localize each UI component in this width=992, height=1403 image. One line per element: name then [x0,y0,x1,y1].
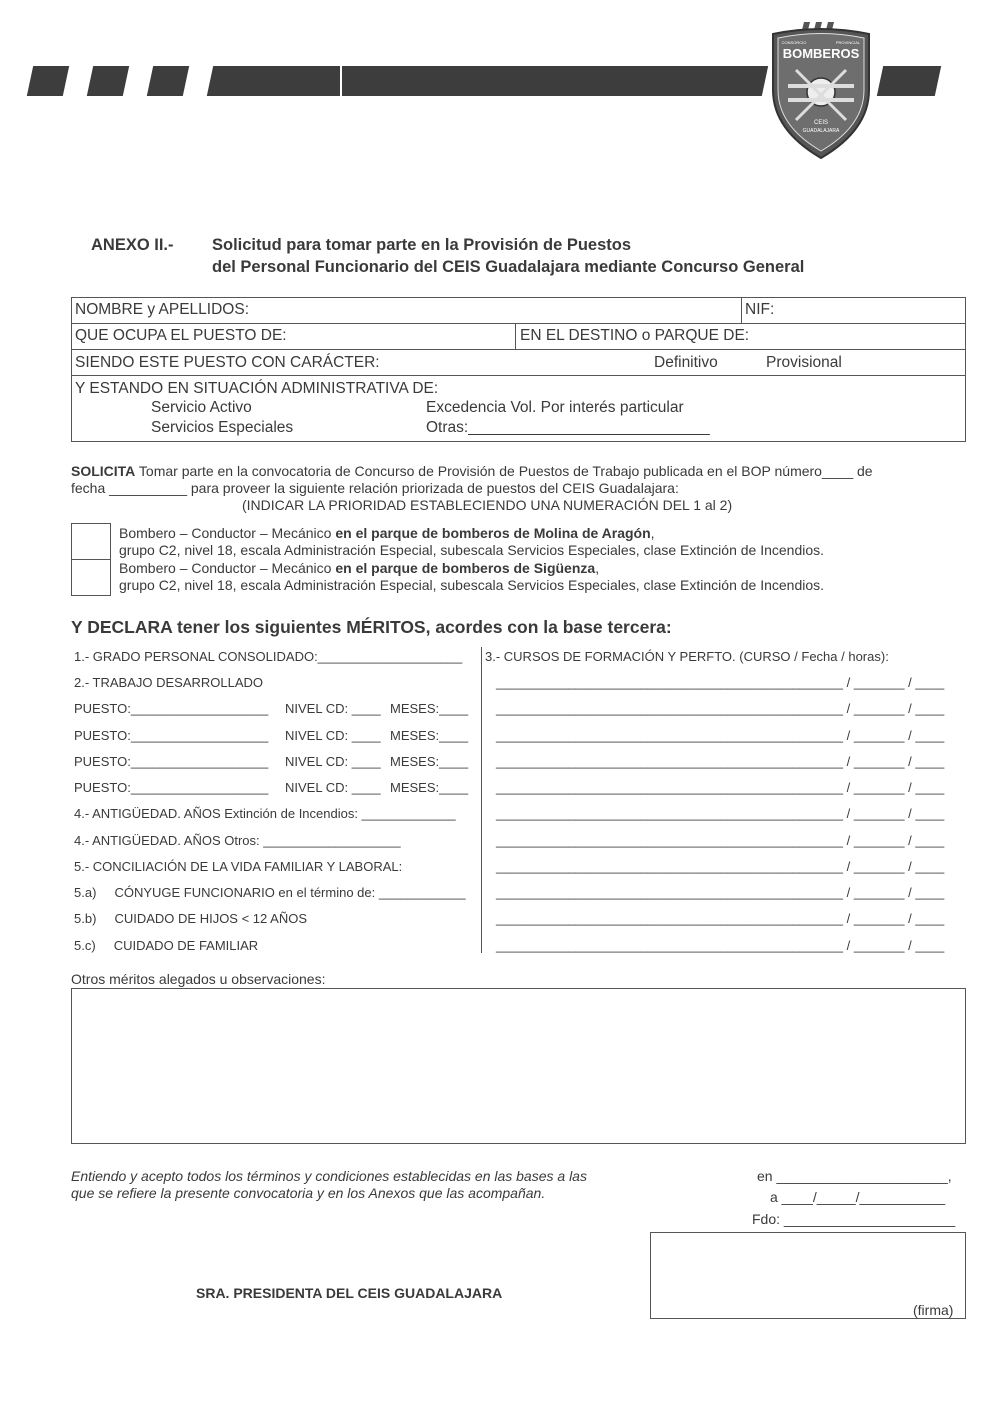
otros-label: Otros méritos alegados u observaciones: [71,971,326,987]
servicios-especiales-option[interactable]: Servicios Especiales [151,419,294,436]
option-place: en el parque de bomberos de Molina de Aragón [335,525,651,541]
curso-line[interactable]: ________________________________________________ / _______ / ____ [496,833,945,848]
nivel-input[interactable]: NIVEL CD: ____ [285,780,381,795]
acepto-line-2: que se refiere la presente convocatoria y en los Anexos que las acompañan. [71,1185,546,1201]
curso-line[interactable]: ________________________________________________ / _______ / ____ [496,806,945,821]
fecha-field[interactable]: a ____/_____/___________ [770,1189,946,1205]
puesto-row-2[interactable] [74,728,469,743]
meses-input[interactable]: MESES:____ [390,780,469,795]
option-molina-detail: grupo C2, nivel 18, escala Administración Especial, subescala Servicios Especiales, clase Extinción de Incendios. [119,542,825,558]
meritos-divider [481,647,482,953]
title-line-2: del Personal Funcionario del CEIS Guadalajara mediante Concurso General [212,258,805,276]
nivel-input[interactable]: NIVEL CD: ____ [285,754,381,769]
meses-input[interactable]: MESES:____ [390,728,469,743]
option-place: en el parque de bomberos de Sigüenza [335,560,596,576]
caracter-label: SIENDO ESTE PUESTO CON CARÁCTER: [75,354,380,371]
nivel-input[interactable]: NIVEL CD: ____ [285,701,381,716]
logo-top-text: BOMBEROS [782,46,860,61]
firma-label: (firma) [913,1302,954,1318]
puesto-input[interactable]: PUESTO:___________________ [74,754,269,769]
logo-small-right: PROVINCIAL [835,40,861,45]
logo-bottom-1: CEIS [813,120,829,126]
option-siguenza [119,560,599,576]
situacion-label: Y ESTANDO EN SITUACIÓN ADMINISTRATIVA DE: [75,380,439,397]
meses-input[interactable]: MESES:____ [390,701,469,716]
curso-line[interactable]: ________________________________________________ / _______ / ____ [496,885,945,900]
lugar-field[interactable]: en ______________________, [757,1168,952,1184]
provisional-option[interactable]: Provisional [766,354,842,371]
cuidado-hijos-field[interactable]: 5.b) CUIDADO DE HIJOS < 12 AÑOS [74,911,307,926]
curso-line[interactable]: ________________________________________________ / _______ / ____ [496,754,945,769]
logo-bottom-2: GUADALAJARA [802,128,840,134]
antiguedad-extincion-field[interactable]: 4.- ANTIGÜEDAD. AÑOS Extinción de Incendios: _____________ [74,806,456,821]
definitivo-option[interactable]: Definitivo [654,354,718,371]
curso-line[interactable]: ________________________________________________ / _______ / ____ [496,780,945,795]
fdo-field[interactable]: Fdo: ______________________ [752,1211,956,1227]
presidenta-label: SRA. PRESIDENTA DEL CEIS GUADALAJARA [196,1285,503,1301]
solicita-lead: SOLICITA [71,463,136,479]
conciliacion-label: 5.- CONCILIACIÓN DE LA VIDA FAMILIAR Y LABORAL: [74,859,403,874]
destino-field[interactable]: EN EL DESTINO o PARQUE DE: [520,327,750,344]
nombre-field[interactable]: NOMBRE y APELLIDOS: [75,301,249,318]
acepto-line-1: Entiendo y acepto todos los términos y condiciones establecidas en las bases a las [71,1168,587,1184]
otras-field[interactable]: Otras:____________________________ [426,419,710,436]
curso-line[interactable]: ________________________________________________ / _______ / ____ [496,938,945,953]
curso-line[interactable]: ________________________________________________ / _______ / ____ [496,701,945,716]
curso-line[interactable]: ________________________________________________ / _______ / ____ [496,859,945,874]
priority-box-molina[interactable] [71,523,111,560]
puesto-row-3[interactable] [74,754,469,769]
option-siguenza-detail: grupo C2, nivel 18, escala Administración Especial, subescala Servicios Especiales, clase Extinción de Incendios. [119,577,825,593]
puesto-row-1[interactable] [74,701,469,716]
trabajo-label: 2.- TRABAJO DESARROLLADO [74,675,264,690]
title-line-1: Solicitud para tomar parte en la Provisión de Puestos [212,236,632,254]
nif-field[interactable]: NIF: [745,301,775,318]
curso-line[interactable]: ________________________________________________ / _______ / ____ [496,675,945,690]
option-prefix: Bombero – Conductor – Mecánico [119,560,336,576]
meritos-heading: Y DECLARA tener los siguientes MÉRITOS, acordes con la base tercera: [71,617,672,637]
option-suffix: , [595,560,600,576]
puesto-input[interactable]: PUESTO:___________________ [74,728,269,743]
antiguedad-otros-field[interactable]: 4.- ANTIGÜEDAD. AÑOS Otros: ___________________ [74,833,401,848]
solicita-text: Tomar parte en la convocatoria de Concurso de Provisión de Puestos de Trabajo publicada en el BOP número____ de [135,463,873,479]
puesto-input[interactable]: PUESTO:___________________ [74,701,269,716]
solicita-line-1 [71,463,873,479]
otros-textarea[interactable] [71,988,966,1144]
grado-field[interactable]: 1.- GRADO PERSONAL CONSOLIDADO:____________________ [74,649,463,664]
option-molina [119,525,655,541]
excedencia-option[interactable]: Excedencia Vol. Por interés particular [426,399,684,416]
servicio-activo-option[interactable]: Servicio Activo [151,399,252,416]
ceis-logo [768,20,874,160]
curso-line[interactable]: ________________________________________________ / _______ / ____ [496,728,945,743]
priority-box-siguenza[interactable] [71,559,111,596]
curso-line[interactable]: ________________________________________________ / _______ / ____ [496,911,945,926]
nivel-input[interactable]: NIVEL CD: ____ [285,728,381,743]
puesto-field[interactable]: QUE OCUPA EL PUESTO DE: [75,327,287,344]
option-suffix: , [650,525,655,541]
puesto-row-4[interactable] [74,780,469,795]
solicita-line-2: fecha __________ para proveer la siguiente relación priorizada de puestos del CEIS Guadalajara: [71,480,679,496]
logo-small-left: CONSORCIO [781,40,807,45]
annex-label: ANEXO II.- [91,236,174,254]
cursos-heading: 3.- CURSOS DE FORMACIÓN Y PERFTO. (CURSO / Fecha / horas): [485,649,889,664]
option-prefix: Bombero – Conductor – Mecánico [119,525,336,541]
solicita-instruction: (INDICAR LA PRIORIDAD ESTABLECIENDO UNA NUMERACIÓN DEL 1 al 2) [242,497,733,513]
cuidado-familiar-field[interactable]: 5.c) CUIDADO DE FAMILIAR [74,938,259,953]
conyuge-field[interactable]: 5.a) CÓNYUGE FUNCIONARIO en el término de: ____________ [74,885,466,900]
puesto-input[interactable]: PUESTO:___________________ [74,780,269,795]
meses-input[interactable]: MESES:____ [390,754,469,769]
